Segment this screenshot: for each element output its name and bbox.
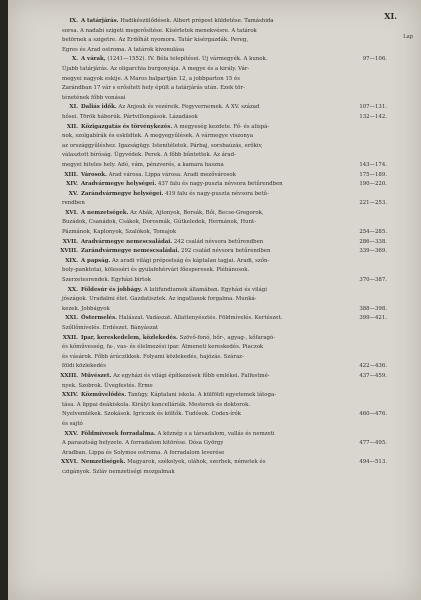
chapter-title: Városok.	[81, 171, 107, 178]
chapter-description: Az Anjouk és vezéreik. Fegyvernemek. A XV. század	[118, 104, 260, 111]
chapter-description: Arad városa. Lippa városa. Aradi mezővárosok	[108, 171, 236, 178]
page-range: 107—131.	[357, 103, 387, 113]
toc-entry-continuation-line	[48, 151, 411, 161]
toc-entry	[48, 314, 411, 333]
toc-entry-continuation-line	[48, 132, 411, 142]
chapter-title: Közművelődés.	[81, 392, 127, 399]
toc-entry-first-line	[48, 314, 411, 324]
chapter-description: kezek. Jobbágyok	[62, 305, 110, 312]
chapter-description: az országgyűléshez. Igazságügy. Istenítéletek. Párbaj, sorsbaúzás, erőkiv,	[62, 142, 263, 149]
chapter-description: Tanügy. Káptalani iskola. A külföldi egyetemek látoga-	[127, 392, 276, 399]
chapter-description: Aradban. Lippa és Solymos ostroma. A forradalom leverése	[62, 449, 225, 456]
toc-entry-continuation-line	[48, 382, 411, 392]
page-range: 399—421.	[357, 314, 387, 324]
chapter-title: A tatárjárás.	[81, 18, 119, 24]
chapter-number: XXV.	[64, 430, 78, 437]
toc-entry-continuation-line	[48, 84, 411, 94]
toc-entry	[48, 334, 411, 372]
toc-entry	[48, 372, 411, 391]
toc-entry-continuation-line	[48, 218, 411, 228]
toc-entry-first-line	[48, 458, 411, 468]
chapter-title: Ipar, kereskedelem, közlekedés.	[81, 334, 178, 341]
page-range: 143—174.	[357, 161, 387, 171]
toc-entry-first-line	[48, 247, 411, 257]
toc-entry-continuation-line	[48, 276, 411, 286]
toc-entry-continuation-line	[48, 468, 411, 478]
toc-entry	[48, 247, 411, 257]
toc-entry-continuation-line	[48, 46, 411, 56]
page-range: 437—459.	[357, 372, 387, 382]
chapter-title: Közigazgatás és törvénykezés.	[81, 123, 173, 130]
chapter-number: IX.	[69, 18, 78, 24]
chapter-number: XVI.	[65, 209, 78, 216]
toc-entry	[48, 286, 411, 315]
chapter-title: Művészet.	[81, 372, 112, 379]
chapter-number: X.	[71, 56, 78, 63]
chapter-description: A megyeség kezdete. Fő- és alispá-	[173, 123, 270, 130]
toc-entry-continuation-line	[48, 199, 411, 209]
page-range: 132—142.	[357, 113, 387, 123]
page-range: 190—220.	[357, 180, 387, 190]
chapter-description: sorsa. A nadabi szigeti megerősítése. Kísérletek menekvésre. A tatárok	[62, 27, 257, 34]
chapter-description: Magyarok, székelyek, oláhok, szerbek, németek és	[127, 459, 266, 466]
toc-entry-continuation-line	[48, 75, 411, 85]
page-range: 254—285.	[357, 228, 387, 238]
toc-entry	[48, 123, 411, 171]
toc-entry-continuation-line	[48, 142, 411, 152]
chapter-title: Földmívesek forradalma.	[81, 430, 156, 437]
chapter-description: czigányok. Szláv nemzetiségi mozgalmak	[62, 468, 175, 475]
toc-entry	[48, 209, 411, 238]
page-range: 477—495.	[357, 439, 387, 449]
page-number: XI.	[384, 11, 397, 21]
chapter-description: betörnek a szigetre. Az Erdőhát nyomora. Tatár kísérgazdák. Pereg,	[62, 37, 249, 44]
chapter-description: hősei. Török háborúk. Pártvillongások. Lázadások	[62, 113, 198, 120]
toc-entry-continuation-line	[48, 266, 411, 276]
chapter-title: Aradvármegye nemescsaládai.	[81, 238, 173, 245]
toc-entry-continuation-line	[48, 343, 411, 353]
chapter-number: XXIV.	[61, 392, 78, 399]
chapter-number: XIV.	[66, 181, 78, 188]
chapter-description: és sajtó	[62, 420, 83, 427]
chapter-description: A köznép s a társadalom, vallás és nemzeti	[157, 430, 275, 437]
toc-entry-first-line	[48, 123, 411, 133]
toc-entry	[48, 391, 411, 429]
chapter-description: Egres és Arad ostroma. A tatárok kivonulása	[62, 46, 185, 53]
toc-entry-continuation-line	[48, 94, 411, 104]
toc-entry-first-line	[48, 334, 411, 344]
chapter-title: A várak,	[81, 56, 106, 63]
chapter-description: Szerzetesrendek. Egyházi birtok	[62, 277, 151, 284]
chapter-description: megyei hiteles hely. Adó, vám, pénzverés, a kamara haszna	[62, 161, 224, 168]
page-range: 286—338.	[357, 238, 387, 248]
chapter-title: Daliás idők.	[81, 104, 117, 111]
chapter-description: Az egyházi és világi építkezések főbb emlékei. Falfestmé-	[113, 372, 270, 379]
toc-entry	[48, 180, 411, 190]
page-range: 370—387.	[357, 276, 387, 286]
chapter-title: Zarándvármegye nemescsaládai.	[81, 248, 180, 255]
toc-entry-first-line	[48, 430, 411, 440]
chapter-number: XXVI.	[61, 459, 78, 466]
chapter-description: Újabb tatárjárás. Az oligarchia burgonyája. A megye és a király. Vár-	[62, 65, 250, 72]
chapter-description: boly-panktotai, kölesséri és gyulafehérvári főesperesek. Plébánosok.	[62, 267, 250, 274]
toc-entry-continuation-line	[48, 439, 411, 449]
chapter-description: Halászat. Vadászat. Állattenyésztés. Földmívelés. Kertészet.	[118, 315, 283, 322]
chapter-title: A nemzetségek.	[81, 209, 129, 216]
chapter-description: Szövő-fonó, bőr-, agyag-, kőfaragó-	[179, 334, 276, 341]
chapter-description: Szőllőmívelés. Erdészet. Bányászat	[62, 325, 159, 331]
chapter-title: Zarándvármegye helységei.	[81, 190, 164, 197]
chapter-number: XVIII.	[60, 248, 78, 255]
page-range: 175—189.	[357, 171, 387, 181]
chapter-description: tása. A lippai deákiskola. Királyi kancelláriák. Mesterek és doktorok.	[62, 401, 251, 408]
toc-entry-first-line	[48, 171, 411, 181]
toc-entry-continuation-line	[48, 305, 411, 315]
chapter-title: Nemzetiségek.	[81, 459, 126, 466]
toc-entry	[48, 103, 411, 122]
chapter-description: és kőművesség, fa-, vas- és élelmezési ipar. Átmeneti kereskedés. Piaczok	[62, 344, 264, 351]
chapter-description: Pázmánok, Kaplonyok, Szalókok, Tomajok	[62, 229, 177, 236]
chapter-number: XX.	[67, 286, 78, 293]
chapter-description: megyei nagyok eskije. A Maros balpartján 12, a jobbparton 15 és	[62, 75, 240, 82]
toc-entry-continuation-line	[48, 161, 411, 171]
chapter-description: 292 család névsora betűrendben	[181, 248, 271, 255]
toc-entry	[48, 430, 411, 459]
lap-label: Lap	[403, 34, 413, 40]
chapter-description: Nyelvemlékek. Szokások. Igriczek és költők. Tudósok. Codex-írók	[62, 411, 242, 418]
toc-entry-first-line	[48, 391, 411, 401]
toc-entry	[48, 190, 411, 209]
toc-entry-continuation-line	[48, 401, 411, 411]
toc-entry-continuation-line	[48, 295, 411, 305]
chapter-description: földi közlekedés	[62, 363, 106, 370]
chapter-description: 419 falu és nagy-puszta névsora betű-	[165, 190, 269, 197]
toc-entry-first-line	[48, 55, 411, 65]
document-page	[8, 0, 421, 600]
toc-entry-first-line	[48, 372, 411, 382]
chapter-description: rendben	[62, 200, 85, 207]
chapter-description: Az Abák, Ajtonyok, Borsák, Bői, Becse-Gregorok,	[130, 209, 264, 216]
chapter-number: XXI.	[65, 315, 78, 322]
toc-entry-continuation-line	[48, 353, 411, 363]
chapter-description: nok, szolgabírák és esküdtek. A megyegyűlések. A vármegye viszonya	[62, 133, 254, 140]
chapter-description: 242 család névsora betűrendben	[173, 238, 264, 245]
toc-entry-first-line	[48, 286, 411, 296]
toc-entry	[48, 458, 411, 477]
chapter-number: XII.	[66, 123, 78, 130]
chapter-title: Őstermelés.	[81, 315, 118, 322]
page-range: 388—398.	[357, 305, 387, 315]
page-range: 422—436.	[357, 362, 387, 372]
chapter-description: A latifundiumok államában. Egyházi és világi	[143, 286, 267, 293]
chapter-description: Zarándban 17 vár s erősített hely épült a tatárjárás után. Ezek tör-	[62, 85, 245, 92]
page-range: 97—106.	[361, 55, 387, 65]
chapter-description: Az aradi világi prépostság és káptalan tagjai. Aradi, szőn-	[111, 257, 270, 264]
toc-entry-continuation-line	[48, 36, 411, 46]
toc-entry-first-line	[48, 257, 411, 267]
chapter-description: (1241—1552). IV. Béla telepítései. Új vármegyék. A kunok.	[107, 56, 268, 63]
chapter-description: 437 falu és nagy-puszta névsora betűrendben	[157, 181, 283, 188]
chapter-number: XIX.	[65, 257, 78, 264]
toc-entry-first-line	[48, 103, 411, 113]
chapter-title: Földesúr és jobbágy.	[81, 286, 143, 293]
chapter-description: választott bíróság. Ügyvédek. Perek. A főbb bűntettek. Az árad-	[62, 152, 236, 159]
chapter-description: jószágok. Uradalmi élet. Gazdatisztek. Az ingatlanok forgalma. Munká-	[62, 296, 257, 303]
toc-entry	[48, 171, 411, 181]
toc-entry-continuation-line	[48, 410, 411, 420]
chapter-description: Buzádok, Csanádok, Csákok, Dorosmák, Gútkeledek, Hermánok, Hunt-	[62, 219, 257, 226]
chapter-description: A parasztság helyzete. A forradalom kitörése. Dósa György	[62, 440, 224, 447]
toc-entry	[48, 238, 411, 248]
toc-entry-continuation-line	[48, 65, 411, 75]
chapter-number: XV.	[68, 190, 78, 197]
toc-entry-first-line	[48, 190, 411, 200]
toc-entry-continuation-line	[48, 324, 411, 334]
toc-entry	[48, 257, 411, 286]
toc-entry-continuation-line	[48, 228, 411, 238]
chapter-title: Aradvármegye helységei.	[81, 181, 157, 188]
page-range: 339—369.	[357, 247, 387, 257]
chapter-description: és vásárok. Főbb árúczikkek. Folyami közlekedés, hajózás. Száraz-	[62, 353, 244, 360]
toc-entry-first-line	[48, 17, 411, 27]
toc-entry-first-line	[48, 209, 411, 219]
chapter-description: Hadikészülődések. Albert prépost küldetése. Tamáshida	[120, 18, 274, 24]
toc-entry	[48, 17, 411, 55]
toc-entry	[48, 55, 411, 103]
chapter-number: XIII.	[64, 171, 78, 178]
chapter-number: XXII.	[62, 334, 78, 341]
toc-entry-first-line	[48, 180, 411, 190]
toc-entry-continuation-line	[48, 449, 411, 459]
page-range: 494—513.	[357, 458, 387, 468]
toc-entry-continuation-line	[48, 420, 411, 430]
page-range: 460—476.	[357, 410, 387, 420]
chapter-number: XVII.	[62, 238, 78, 245]
chapter-number: XI.	[69, 104, 78, 111]
toc-entry-continuation-line	[48, 362, 411, 372]
table-of-contents	[48, 17, 411, 478]
chapter-description: nyek. Szobrok. Üvegfestés. Érme	[62, 382, 153, 389]
toc-entry-continuation-line	[48, 27, 411, 37]
chapter-description: ténetének főbb vonásai	[62, 94, 126, 101]
toc-entry-first-line	[48, 238, 411, 248]
toc-entry-continuation-line	[48, 113, 411, 123]
chapter-title: A papság.	[81, 257, 111, 264]
page-range: 221—253.	[357, 199, 387, 209]
chapter-number: XXIII.	[60, 372, 78, 379]
